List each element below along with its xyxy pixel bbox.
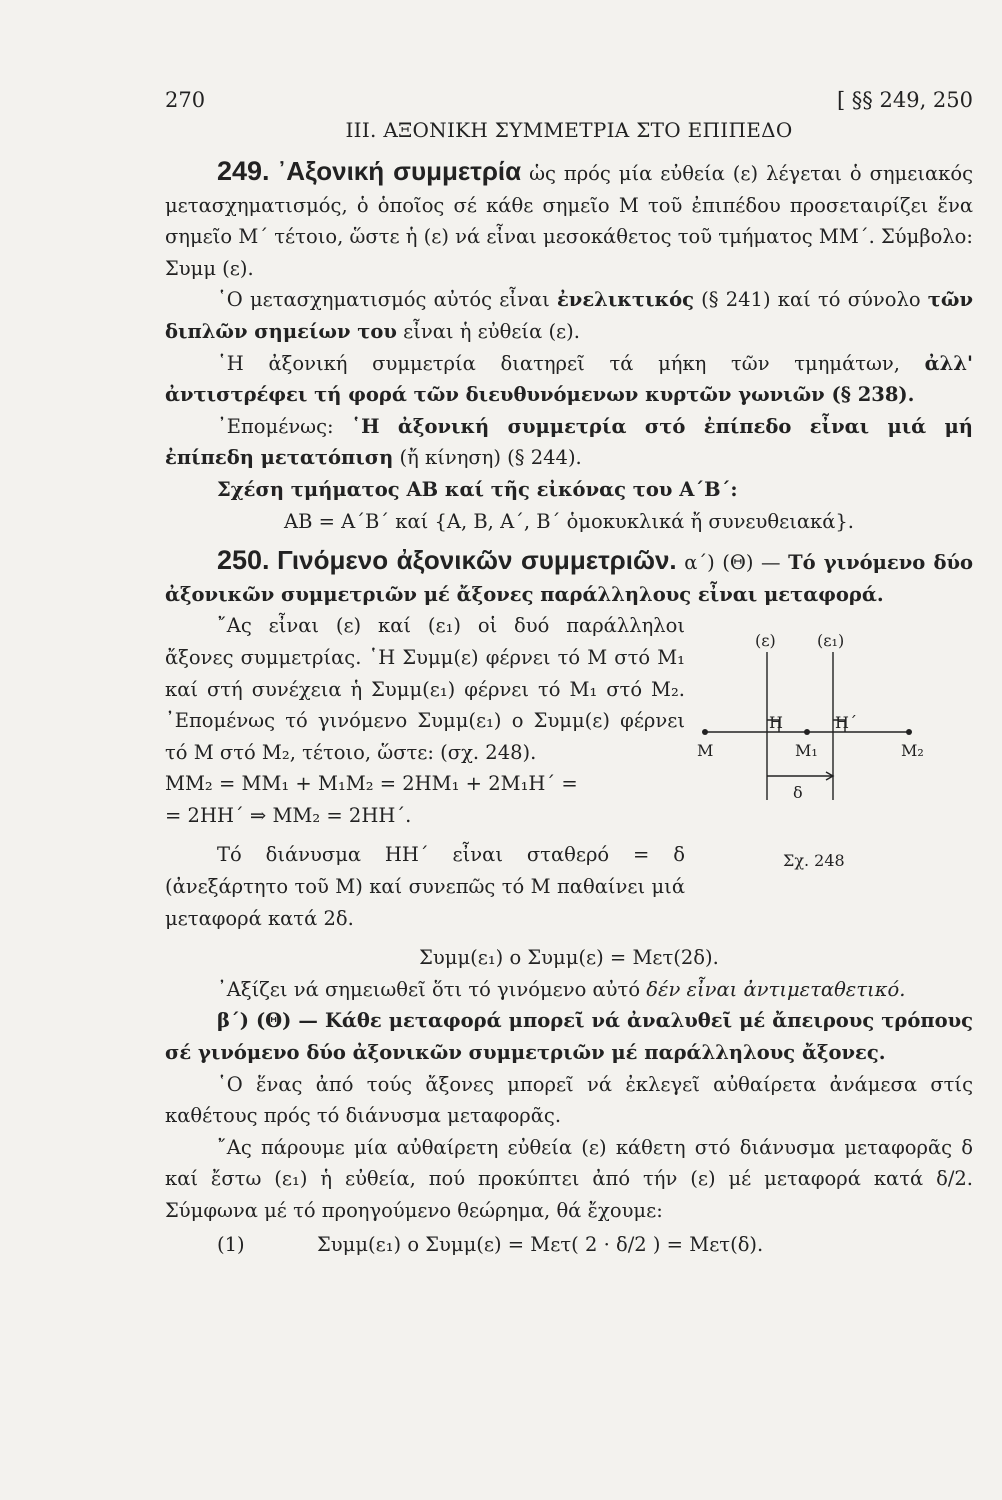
- figure-248: [695, 610, 973, 910]
- s249-p4-c: (ἤ κίνηση) (§ 244).: [393, 446, 582, 470]
- s250-b-theorem: Κάθε μεταφορά μπορεῖ νά ἀναλυθεῖ μέ ἄπειρους τρόπους σέ γινόμενο δύο ἀξονικῶν συμμετριῶν μέ παράλληλους ἄξονες.: [165, 1009, 974, 1065]
- s250-heading: Γινόμενο ἀξονικῶν συμμετριῶν.: [277, 545, 677, 576]
- s249-preserve-lengths: [165, 348, 973, 411]
- s250-intro: [165, 545, 973, 610]
- point-M2: [906, 729, 912, 735]
- s249-p3-b: ἀλλ' ἀντιστρέφει τή φορά τῶν διευθυνόμενων κυρτῶν γωνιῶν (§ 238).: [165, 351, 973, 407]
- figure-caption: Σχ. 248: [783, 851, 845, 871]
- section-reference: [ §§ 249, 250: [836, 88, 973, 112]
- point-M1: [804, 729, 810, 735]
- label-e1: (ε₁): [817, 631, 845, 651]
- label-M1: Μ₁: [795, 741, 818, 761]
- s249-relation-title: [165, 474, 973, 506]
- s250-p4: ῾Ο ἕνας ἀπό τούς ἄξονες μπορεῖ νά ἐκλεγεῖ αὐθαίρετα ἀνάμεσα στίς καθέτους πρός τό διάνυσμα μεταφορᾶς.: [165, 1072, 973, 1128]
- s249-p2-a: ῾Ο μετασχηματισμός αὐτός εἶναι: [217, 288, 557, 312]
- s250-eq3: Συμμ(ε₁) ο Συμμ(ε) = Μετ(2δ).: [419, 946, 719, 970]
- s250-a-theorem: Τό γινόμενο δύο ἀξονικῶν συμμετριῶν μέ ἄξονες παράλληλους εἶναι μεταφορά.: [165, 551, 973, 606]
- s250-p3: [165, 974, 973, 1006]
- s249-p4-b: ῾Η ἀξονική συμμετρία στό ἐπίπεδο εἶναι μιά μή ἐπίπεδη μετατόπιση: [165, 414, 973, 470]
- s250-p1: ῎Ας εἶναι (ε) καί (ε₁) οἱ δυό παράλληλοι ἄξονες συμμετρίας. ῾Η Συμμ(ε) φέρνει τό Μ στό Μ₁ καί στή συνέχεια ἡ Συμμ(ε₁) φέρνει τό Μ₁ στό Μ₂. ᾿Επομένως τό γινόμενο Συμμ(ε₁) ο Συμμ(ε) φέρνει τό Μ στό Μ₂, τέτοιο, ὥστε: (σχ. 248).: [165, 614, 685, 764]
- s250-b-label: β΄) (Θ) —: [217, 1009, 325, 1033]
- s250-eq2: = 2ΗΗ΄ ⇒ ΜΜ₂ = 2ΗΗ΄.: [165, 803, 412, 827]
- s249-number: 249.: [217, 156, 270, 186]
- label-M2: Μ₂: [901, 741, 924, 761]
- label-H: Η: [769, 713, 783, 733]
- s249-p2-d: τῶν διπλῶν σημείων του: [165, 288, 974, 343]
- s250-p3-a: ᾿Αξίζει νά σημειωθεῖ ὅτι τό γινόμενο αὐτό: [217, 977, 647, 1001]
- s249-involution: [165, 284, 973, 347]
- s249-definition: [165, 156, 973, 284]
- label-M: Μ: [697, 741, 714, 761]
- point-M: [702, 729, 708, 735]
- s249-p4-a: ᾿Επομένως:: [217, 414, 352, 438]
- s250-b: [165, 1005, 973, 1068]
- s250-p2: Τό διάνυσμα ΗΗ΄ εἶναι σταθερό = δ (ἀνεξάρτητο τοῦ Μ) καί συνεπῶς τό Μ παθαίνει μιά μεταφορά κατά 2δ.: [165, 843, 685, 930]
- s250-p5: ῎Ας πάρουμε μία αὐθαίρετη εὐθεία (ε) κάθετη στό διάνυσμα μεταφορᾶς δ καί ἔστω (ε₁) ἡ εὐθεία, πού προκύπτει ἀπό τήν (ε) μέ μεταφορά κατά δ/2. Σύμφωνα μέ τό προηγούμενο θεώρημα, θά ἔχουμε:: [165, 1135, 973, 1222]
- label-H2: Η΄: [835, 713, 857, 733]
- label-e: (ε): [755, 631, 776, 651]
- page-number: 270: [165, 88, 206, 112]
- label-delta: δ: [793, 783, 803, 803]
- formula-text: Συμμ(ε₁) ο Συμμ(ε) = Μετ( 2 · δ/2 ) = Μετ(δ).: [317, 1232, 764, 1256]
- s249-relation: ΑΒ = Α΄Β΄ καί {Α, Β, Α΄, Β΄ ὁμοκυκλικά ἤ συνευθειακά}.: [284, 509, 854, 533]
- s249-consequence: [165, 411, 973, 474]
- s249-p2-e: εἶναι ἡ εὐθεία (ε).: [396, 319, 580, 343]
- formula-label: (1): [217, 1232, 245, 1256]
- s249-p3-a: ῾Η ἀξονική συμμετρία διατηρεῖ τά μήκη τῶν τμημάτων,: [217, 351, 925, 375]
- s249-heading: ᾿Αξονική συμμετρία: [277, 156, 522, 186]
- formula-1: [165, 1233, 973, 1256]
- s249-p2-b: ἐνελικτικός: [556, 288, 694, 312]
- page: [165, 88, 973, 1256]
- s249-p2-c: (§ 241) καί τό σύνολο: [693, 288, 928, 312]
- s250-number: 250.: [217, 545, 270, 576]
- page-header: [165, 88, 973, 112]
- section-title: III. ΑΞΟΝΙΚΗ ΣΥΜΜΕΤΡΙΑ ΣΤΟ ΕΠΙΠΕΔΟ: [345, 118, 793, 142]
- figure-block: [165, 610, 973, 934]
- s249-p5: Σχέση τμήματος ΑΒ καί τῆς εἰκόνας του Α΄Β΄:: [217, 477, 738, 501]
- s250-a-label: α΄) (Θ) —: [676, 551, 789, 575]
- figure-text: [165, 610, 685, 934]
- s250-eq1: ΜΜ₂ = ΜΜ₁ + Μ₁Μ₂ = 2ΗΜ₁ + 2Μ₁Η΄ =: [165, 772, 578, 796]
- s249-definition-text: ὡς πρός μία εὐθεία (ε) λέγεται ὁ σημειακός μετασχηματισμός, ὁ ὁποῖος σέ κάθε σημεῖο Μ τοῦ ἐπιπέδου προσεταιρίζει ἕνα σημεῖο Μ΄ τέτοιο, ὥστε ἡ (ε) νά εἶναι μεσοκάθετος τοῦ τμήματος ΜΜ΄. Σύμβολο: Συμμ (ε).: [165, 162, 974, 280]
- figure-248-svg: [695, 610, 973, 910]
- s250-p3-b: δέν εἶναι ἀντιμεταθετικό.: [646, 977, 906, 1001]
